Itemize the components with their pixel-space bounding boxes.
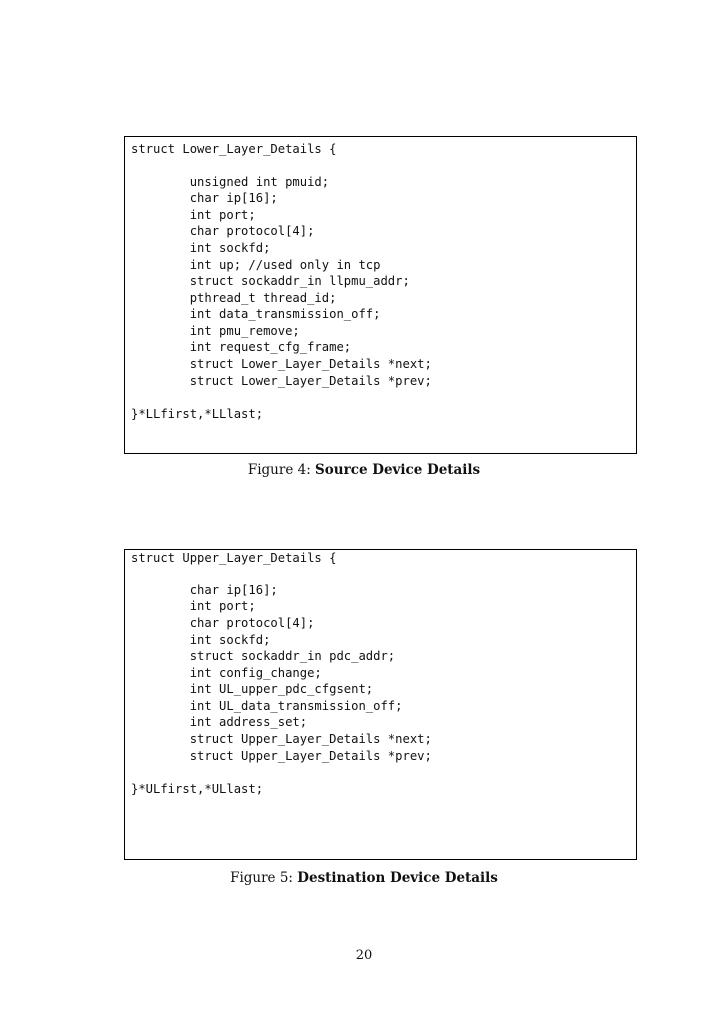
- code-line: int port;: [131, 208, 256, 222]
- caption-label: Figure 4:: [247, 462, 311, 478]
- code-line: int data_transmission_off;: [131, 307, 381, 321]
- caption-title: Source Device Details: [315, 462, 481, 478]
- code-line: struct Lower_Layer_Details *prev;: [131, 374, 432, 388]
- code-line: }*ULfirst,*ULlast;: [131, 782, 264, 796]
- code-line: struct Upper_Layer_Details {: [131, 551, 337, 565]
- figure-caption: [0, 462, 728, 478]
- caption-title: Destination Device Details: [297, 870, 498, 886]
- code-listing-upper-layer: [124, 549, 637, 860]
- code-line: int pmu_remove;: [131, 324, 300, 338]
- code-line: int up; //used only in tcp: [131, 258, 381, 272]
- caption-label: Figure 5:: [230, 870, 293, 886]
- code-line: unsigned int pmuid;: [131, 175, 330, 189]
- code-line: }*LLfirst,*LLlast;: [131, 407, 264, 421]
- code-line: char ip[16];: [131, 191, 278, 205]
- code-line: struct Upper_Layer_Details *next;: [131, 732, 432, 746]
- code-line: int request_cfg_frame;: [131, 340, 352, 354]
- code-line: struct Lower_Layer_Details {: [131, 142, 337, 156]
- code-line: struct Upper_Layer_Details *prev;: [131, 749, 432, 763]
- code-line: int config_change;: [131, 666, 322, 680]
- code-line: int sockfd;: [131, 241, 271, 255]
- page-number: 20: [355, 948, 373, 963]
- figure-caption: [0, 870, 728, 886]
- code-line: char ip[16];: [131, 583, 278, 597]
- code-line: struct Lower_Layer_Details *next;: [131, 357, 432, 371]
- code-line: int UL_upper_pdc_cfgsent;: [131, 682, 374, 696]
- code-line: char protocol[4];: [131, 224, 315, 238]
- code-listing-lower-layer: [124, 136, 637, 454]
- code-line: int port;: [131, 599, 256, 613]
- code-line: int address_set;: [131, 715, 308, 729]
- code-line: int sockfd;: [131, 633, 271, 647]
- code-line: char protocol[4];: [131, 616, 315, 630]
- code-line: pthread_t thread_id;: [131, 291, 337, 305]
- code-line: struct sockaddr_in llpmu_addr;: [131, 274, 410, 288]
- code-line: struct sockaddr_in pdc_addr;: [131, 649, 396, 663]
- code-line: int UL_data_transmission_off;: [131, 699, 403, 713]
